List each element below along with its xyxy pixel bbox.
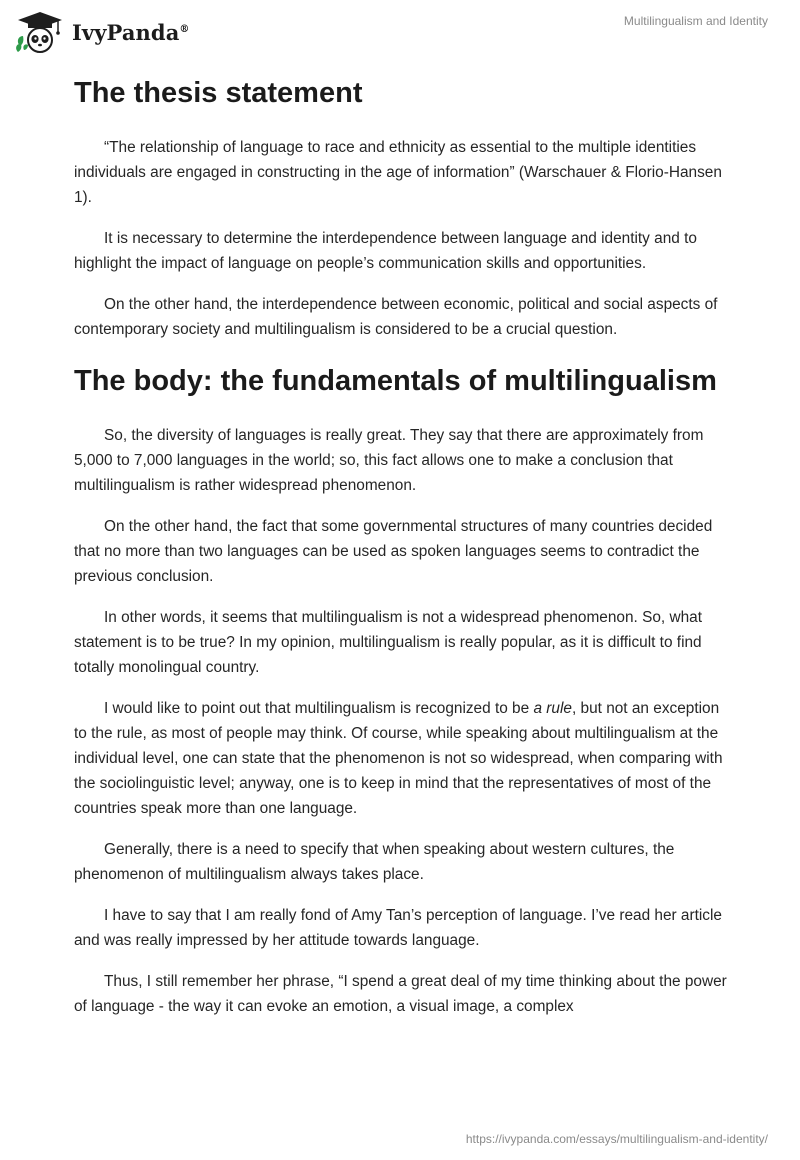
paragraph: Generally, there is a need to specify that when speaking about western cultures, the phenomenon of multilingualism always takes place.: [74, 841, 675, 883]
panda-graduate-icon: [14, 10, 66, 54]
paragraph: On the other hand, the fact that some governmental structures of many countries decided that no more than two languages can be used as spoken languages seems to contradict the previous conclusion.: [74, 518, 713, 585]
document-title: Multilingualism and Identity: [623, 14, 768, 28]
ivypanda-logo[interactable]: [14, 10, 190, 54]
emphasis-text: a rule: [533, 700, 572, 717]
paragraph: Thus, I still remember her phrase, “I spend a great deal of my time thinking about the power of language - the way it can evoke an emotion, a visual image, a complex: [74, 973, 727, 1015]
source-url[interactable]: https://ivypanda.com/essays/multilingualism-and-identity/: [465, 1132, 768, 1146]
logo-wordmark: IvyPanda®: [72, 19, 190, 45]
paragraph: I have to say that I am really fond of Amy Tan’s perception of language. I’ve read her article and was really impressed by her attitude towards language.: [74, 907, 722, 949]
paragraph: On the other hand, the interdependence between economic, political and social aspects of contemporary society and multilingualism is considered to be a crucial question.: [74, 296, 718, 338]
paragraph: I would like to point out that multilingualism is recognized to be a rule, but not an exception to the rule, as most of people may think. Of course, while speaking about multilingualism at the individual level, one can state that the phenomenon is not so widespread, when comparing with the sociolinguistic level; anyway, one is to keep in mind that the representatives of most of the countries speak more than one language.: [74, 700, 723, 817]
paragraph: “The relationship of language to race and ethnicity as essential to the multiple identities individuals are engaged in constructing in the age of information” (Warschauer & Florio-Hansen 1).: [74, 139, 722, 206]
paragraph: In other words, it seems that multilingualism is not a widespread phenomenon. So, what statement is to be true? In my opinion, multilingualism is really popular, as it is difficult to find totally monolingual country.: [74, 609, 702, 676]
paragraph: So, the diversity of languages is really great. They say that there are approximately from 5,000 to 7,000 languages in the world; so, this fact allows one to make a conclusion that multilingualism is rather widespread phenomenon.: [74, 427, 704, 494]
section-heading-body: The body: the fundamentals of multilingualism: [74, 365, 717, 397]
essay-content: [74, 72, 734, 1019]
paragraph: It is necessary to determine the interdependence between language and identity and to highlight the impact of language on people’s communication skills and opportunities.: [74, 230, 697, 272]
section-heading-thesis: The thesis statement: [74, 77, 363, 109]
page-header: [0, 0, 800, 70]
